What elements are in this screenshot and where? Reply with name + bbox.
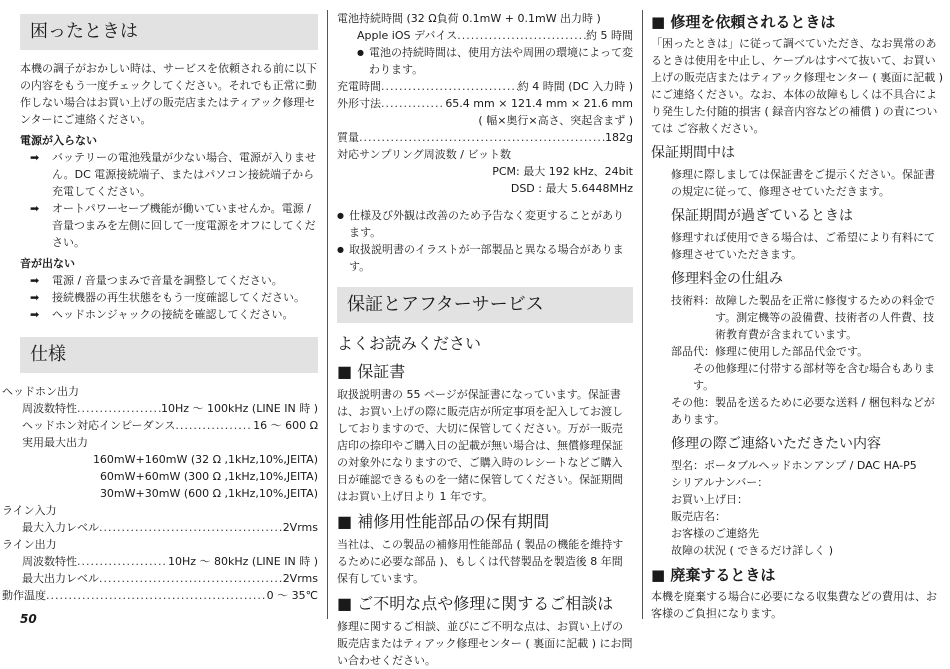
spec-row: 質量 ..... 182g <box>337 129 633 146</box>
column-left <box>2 14 318 604</box>
repair-text: 「困ったときは」に従って調べていただき、なお異常のあるときは使用を中止し、ケーブルはすべて抜いて、お買い上げの販売店またはティアック修理センター ( 裏面に記載 ) にご連絡ください。なお、本体の故障もしくは不具合により発生した付随的損害 ( 録音内容などの補償 ) の責については ご容赦ください。 <box>651 37 943 135</box>
spec-row: 外形寸法 ..... 65.4 mm × 121.4 mm × 21.6 mm <box>337 95 633 112</box>
warranty-section-title: 保証とアフターサービス <box>337 287 633 323</box>
fee-title: 修理料金の仕組み <box>671 271 783 287</box>
spec-value: 30mW+30mW (600 Ω ,1kHz,10%,JEITA) <box>99 487 318 500</box>
warranty-doc-title: ■ 保証書 <box>337 362 406 381</box>
fee-parts-note: その他修理に付帯する部材等を含む場合もあります。 <box>693 362 935 392</box>
repair-title: ■ 修理を依頼されるときは <box>651 13 836 31</box>
arrow-icon: ➡ <box>30 151 40 164</box>
list-item: ➡ ヘッドホンジャックの接続を確認してください。 <box>30 308 294 321</box>
in-period-title: 保証期間中は <box>651 145 735 161</box>
parts-text: 当社は、この製品の補修用性能部品 ( 製品の機能を維持するために必要な部品 )、もしくは代替製品を製造後 8 年間保有しています。 <box>337 538 624 585</box>
list-item: お買い上げ日： <box>671 493 748 506</box>
spec-row: 周波数特性 ..... 10Hz ～ 100kHz (LINE IN 時 ) <box>2 400 318 417</box>
after-period-text: 修理すれば使用できる場合は、ご希望により有料にて修理させていただきます。 <box>671 231 935 261</box>
in-period-text: 修理に際しましては保証書をご提示ください。保証書の規定に従って、修理させていただきます。 <box>671 168 935 198</box>
pcm-value: PCM: 最大 192 kHz、24bit <box>492 165 633 178</box>
column-divider-1 <box>327 10 328 619</box>
list-item: ➡ 接続機器の再生状態をもう一度確認してください。 <box>30 291 305 304</box>
dim-note: ( 幅×奥行×高さ、突起含まず ) <box>478 114 633 127</box>
list-item: ➡ バッテリーの電池残量が少ない場合、電源が入りません。DC 電源接続端子、またはパソコン接続端子から充電してください。 <box>30 151 316 198</box>
arrow-icon: ➡ <box>30 274 40 287</box>
list-item: 型名：ポータブルヘッドホンアンプ / DAC HA-P5 <box>671 459 917 472</box>
arrow-icon: ➡ <box>30 308 40 321</box>
spec-row: 動作温度 ..... 0 ～ 35℃ <box>2 587 318 604</box>
sr-label: 対応サンプリング周波数 / ビット数 <box>337 148 512 161</box>
after-period-title: 保証期間が過ぎているときは <box>671 208 853 224</box>
spec-row: 充電時間 ..... 約 4 時間 (DC 入力時 ) <box>337 78 633 95</box>
list-item: 故障の状況 ( できるだけ詳しく ) <box>671 544 834 557</box>
battery-label: 電池持続時間 (32 Ω負荷 0.1mW + 0.1mW 出力時 ) <box>337 12 601 25</box>
column-divider-2 <box>642 10 643 619</box>
list-item: ➡ オートパワーセーブ機能が働いていませんか。電源 / 音量つまみを左側に回して一度電源をオフにしてください。 <box>30 202 316 249</box>
spec-value: 160mW+160mW (32 Ω ,1kHz,10%,JEITA) <box>92 453 318 466</box>
dsd-value: DSD : 最大 5.6448MHz <box>510 182 633 195</box>
spec-row: Apple iOS デバイス ..... 約 5 時間 <box>337 27 633 44</box>
fee-row: 技術料： 故障した製品を正常に修復するための料金です。測定機等の設備費、技術者の人件費、技術教育費が含まれています。 <box>671 294 935 341</box>
spec-note: ● 取扱説明書のイラストが一部製品と異なる場合があります。 <box>337 241 633 275</box>
list-item: ➡ 電源 / 音量つまみで音量を調整してください。 <box>30 274 283 287</box>
trouble-intro: 本機の調子がおかしい時は、サービスを依頼される前に以下の内容をもう一度チェックしてください。それでも正常に動作しない場合はお買い上げの販売店またはティアック修理センターにご連絡ください。 <box>20 62 317 126</box>
contact-title: 修理の際ご連絡いただきたい内容 <box>671 436 881 452</box>
list-item: 販売店名： <box>671 510 726 523</box>
arrow-icon: ➡ <box>30 202 40 215</box>
spec-row: 周波数特性 ..... 10Hz ～ 80kHz (LINE IN 時 ) <box>2 553 318 570</box>
consult-title: ■ ご不明な点や修理に関するご相談は <box>337 594 614 613</box>
page-number: 50 <box>20 612 37 626</box>
warranty-doc-text: 取扱説明書の 55 ページが保証書になっています。保証書は、お買い上げの際に販売店が所定事項を記入してお渡ししておりますので、大切に保管してください。万が一販売店印の捺印やご購入日の記載が無い場合は、無償修理保証の対象外になりますので、ご購入時のレシートなどご購入日が確認できるものを一緒に保管してください。保証期間はお買い上げ日より 1 年です。 <box>337 388 623 503</box>
column-middle <box>337 10 633 669</box>
column-right <box>651 10 945 622</box>
read-title: よくお読みください <box>337 334 482 353</box>
spec-list <box>2 383 318 604</box>
list-item: お客様のご連絡先 <box>671 527 759 540</box>
parts-title: ■ 補修用性能部品の保有期間 <box>337 512 550 531</box>
spec-line-in: ライン入力 <box>2 504 57 517</box>
fee-row: 部品代： 修理に使用した部品代金です。 <box>671 345 869 358</box>
spec-section-title: 仕様 <box>20 337 318 373</box>
spec-row: ヘッドホン対応インピーダンス ..... 16 ～ 600 Ω <box>2 417 318 434</box>
fee-other: その他：製品を送るために必要な送料 / 梱包料などがあります。 <box>671 396 935 426</box>
battery-note: ● 電池の持続時間は、使用方法や周囲の環境によって変わります。 <box>357 44 633 78</box>
spec-line-out: ライン出力 <box>2 538 57 551</box>
list-item: シリアルナンバー： <box>671 476 769 489</box>
consult-text: 修理に関するご相談、並びにご不明な点は、お買い上げの販売店またはティアック修理センター ( 裏面に記載 ) にお問い合わせください。 <box>337 620 633 667</box>
no-power-heading: 電源が入らない <box>20 134 97 147</box>
fee-list <box>651 292 945 428</box>
arrow-icon: ➡ <box>30 291 40 304</box>
spec-hp-out: ヘッドホン出力 <box>2 385 79 398</box>
contact-list <box>651 457 945 559</box>
spec-maxout: 実用最大出力 <box>22 436 88 449</box>
spec-row: 最大出力レベル ..... 2Vrms <box>2 570 318 587</box>
trouble-section-title: 困ったときは <box>20 14 318 50</box>
no-sound-heading: 音が出ない <box>20 257 75 270</box>
spec-note: ● 仕様及び外観は改善のため予告なく変更することがあります。 <box>337 207 633 241</box>
spec-value: 60mW+60mW (300 Ω ,1kHz,10%,JEITA) <box>99 470 318 483</box>
disposal-title: ■ 廃棄するときは <box>651 566 776 584</box>
disposal-text: 本機を廃棄する場合に必要になる収集費などの費用は、お客様のご負担になります。 <box>651 590 937 620</box>
spec-row: 最大入力レベル ..... 2Vrms <box>2 519 318 536</box>
